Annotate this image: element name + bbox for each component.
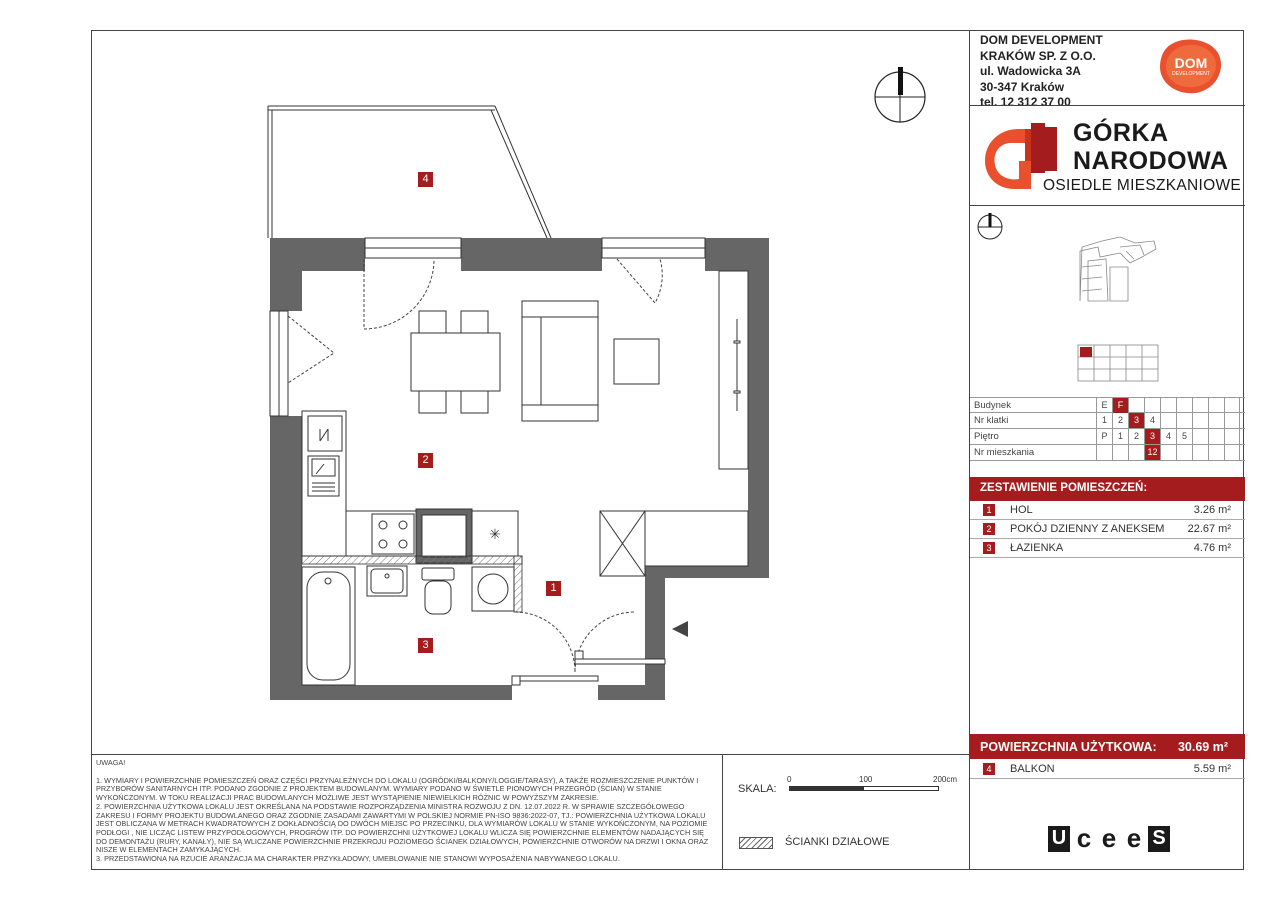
floor-plan-drawing (92, 31, 969, 753)
dom-logo-sub: DEVELOPMENT (1172, 71, 1210, 77)
info-row-staircase (970, 413, 1245, 429)
room-name: ŁAZIENKA (1010, 542, 1064, 554)
info-cell: 5 (1176, 429, 1192, 444)
scale-section (722, 754, 969, 870)
room-label-living: 2 (418, 453, 433, 468)
room-number-badge: 3 (983, 542, 995, 554)
room-area: 22.67 m² (1187, 523, 1231, 535)
info-cell: 4 (1144, 413, 1160, 428)
company-address (980, 33, 1103, 111)
info-cell-selected: 3 (1144, 429, 1160, 444)
dom-development-logo (1156, 37, 1226, 95)
company-line: ul. Wadowicka 3A (980, 64, 1081, 78)
info-cell (1208, 413, 1224, 428)
note-1: 1. WYMIARY I POWIERZCHNIE POMIESZCZEŃ ORAZ CZĘŚCI PRZYNALEŻNYCH DO LOKALU (OGRÓDKI/BALKONY/LOGGIE/TARASY), A TAKŻE ROZMIESZCZENIE PUNKTÓW I PRZYBORÓW SANITARNYCH ITP. PODANO ZGODNIE Z PROJEKTEM BUDOWLANYM. WYMIARY PODANO W ŚWIETLE PIONOWYCH PRZEGRÓD (ŚCIAN) W STANIE WYKOŃCZONYM. W TOKU REALIZACJI PRAC BUDOWLANYCH MOŻLIWE JEST WYSTĄPIENIE NIEWIELKICH RÓŻNIC W POWYŻSZYM ZAKRESIE. (96, 775, 699, 803)
info-cell: P (1096, 429, 1112, 444)
partition-legend-swatch (739, 837, 773, 849)
info-cell (1096, 445, 1112, 460)
room-number-badge: 1 (983, 504, 995, 516)
notes-title: UWAGA! (96, 758, 126, 767)
info-cell (1192, 398, 1208, 413)
company-line: KRAKÓW SP. Z O.O. (980, 48, 1096, 63)
balcony (268, 106, 551, 238)
company-line: tel. 12 312 37 00 (980, 95, 1071, 109)
info-cell-selected: 12 (1144, 445, 1160, 460)
project-title-line2: NARODOWA (1073, 147, 1229, 175)
info-cell (1176, 445, 1192, 460)
ucees-letter: e (1101, 823, 1117, 853)
info-cell (1224, 445, 1240, 460)
room-area: 4.76 m² (1193, 542, 1231, 554)
info-cell: 1 (1096, 413, 1112, 428)
svg-text:✳: ✳ (489, 527, 501, 543)
ucees-logo (1048, 823, 1170, 853)
info-cell (1208, 445, 1224, 460)
company-line: DOM DEVELOPMENT (980, 33, 1103, 47)
project-title (1073, 119, 1228, 175)
info-cell: 2 (1112, 413, 1128, 428)
room-name: HOL (1010, 504, 1033, 516)
info-cell (1160, 398, 1176, 413)
info-label: Piętro (974, 431, 999, 442)
info-cell (1160, 445, 1176, 460)
info-panel (969, 31, 1244, 870)
ucees-letter: c (1076, 823, 1092, 853)
info-cell (1224, 398, 1240, 413)
info-cell (1112, 445, 1128, 460)
info-cell: E (1096, 398, 1112, 413)
room-name: BALKON (1010, 763, 1055, 775)
wardrobe (719, 271, 748, 469)
ucees-letter: U (1048, 826, 1070, 852)
info-cell-selected: 3 (1128, 413, 1144, 428)
info-cell: 2 (1128, 429, 1144, 444)
scale-tick-100: 100 (859, 775, 873, 784)
info-cell (1192, 413, 1208, 428)
rooms-header: ZESTAWIENIE POMIESZCZEŃ: (970, 477, 1245, 501)
apartment-info-grid (970, 397, 1245, 461)
mini-compass-icon (978, 213, 1002, 239)
info-cell (1176, 398, 1192, 413)
info-cell (1192, 445, 1208, 460)
info-cell (1160, 413, 1176, 428)
entrance-arrow-icon (672, 621, 688, 637)
info-cell (1208, 429, 1224, 444)
info-cell: 1 (1112, 429, 1128, 444)
project-subtitle: OSIEDLE MIESZKANIOWE (1043, 177, 1242, 194)
room-label-balcony: 4 (418, 172, 433, 187)
info-cell (1144, 398, 1160, 413)
room-area: 3.26 m² (1193, 504, 1231, 516)
info-cell (1128, 398, 1144, 413)
info-label: Nr klatki (974, 415, 1009, 426)
total-value: 30.69 m² (1177, 740, 1228, 754)
dom-logo-text: DOM (1174, 55, 1208, 71)
partition-wall (302, 556, 522, 564)
info-cell (1224, 413, 1240, 428)
usable-area-total (970, 734, 1245, 759)
room-row (970, 520, 1245, 539)
compass-icon (875, 67, 925, 122)
room-area: 5.59 m² (1193, 763, 1231, 775)
info-cell (1224, 429, 1240, 444)
notes-section (92, 754, 722, 870)
project-title-line1: GÓRKA (1073, 119, 1169, 147)
ucees-letter: S (1148, 826, 1170, 852)
scale-tick-200: 200cm (933, 775, 958, 784)
company-line: 30-347 Kraków (980, 79, 1065, 94)
info-cell (1176, 413, 1192, 428)
info-cell (1208, 398, 1224, 413)
room-row (970, 501, 1245, 520)
total-label: POWIERZCHNIA UŻYTKOWA: (980, 740, 1157, 754)
info-label: Budynek (974, 400, 1011, 411)
info-cell: 4 (1160, 429, 1176, 444)
location-map (970, 207, 1245, 387)
scale-label: SKALA: (738, 783, 777, 795)
info-cell (1128, 445, 1144, 460)
info-cell-selected: F (1112, 398, 1128, 413)
hall-wardrobe (600, 511, 748, 576)
floor-plan (92, 31, 969, 753)
notes (96, 759, 716, 864)
balcony-row (970, 760, 1245, 779)
room-number-badge: 2 (983, 523, 995, 535)
room-number-badge: 4 (983, 763, 995, 775)
room-label-hall: 1 (546, 581, 561, 596)
note-2: 2. POWIERZCHNIA UŻYTKOWA LOKALU JEST OKREŚLANA NA PODSTAWIE ROZPORZĄDZENIA MINISTRA ROZWOJU Z DN. 12.07.2022 R. W SPRAWIE SZCZEGÓŁOWEGO ZAKRESU I FORMY PROJEKTU BUDOWLANEGO ORAZ ZGODNIE ZASADAMI ZAWARTYMI W POLSKIEJ NORMIE PN-ISO 9836:2022-07, TJ.: POWIERZCHNIA UŻYTKOWA LOKALU JEST OBLICZANA W METRACH KWADRATOWYCH Z DOKŁADNOŚCIĄ DO DWÓCH MIEJSC PO PRZECINKU, DLA WYMIARÓW LOKALU W STANIE WYKOŃCZONYM, NA POZIOMIE PODŁOGI , NIE LICZĄC LISTEW PRZYPODŁOGOWYCH, PROGRÓW ITP. DO POWIERZCHNI UŻYTKOWEJ LOKALU WLICZA SIĘ POWIERZCHNIE ELEMENTÓW NADAJĄCYCH SIĘ DO DEMONTAŻU (RURY, KANAŁY), NIE SĄ WLICZANE POWIERZCHNIE PRZEKROJU POZIOMEGO ŚCIANEK DZIAŁOWYCH, POWIERZCHNIE OTWORÓW NA DRZWI I OKNA ORAZ NISZE W ELEMENTACH ZAMYKAJĄCYCH. (96, 801, 709, 855)
note-3: 3. PRZEDSTAWIONA NA RZUCIE ARANŻACJA MA CHARAKTER PRZYKŁADOWY, UMEBLOWANIE NIE STANOWI WYPOSAŻENIA NABYWANEGO LOKALU. (96, 854, 620, 864)
info-cell (1192, 429, 1208, 444)
info-row-building (970, 397, 1245, 413)
info-row-floor (970, 429, 1245, 445)
room-row (970, 539, 1245, 558)
info-label: Nr mieszkania (974, 447, 1035, 458)
scale-bar (789, 786, 939, 791)
room-label-bathroom: 3 (418, 638, 433, 653)
sofa (522, 301, 598, 421)
room-name: POKÓJ DZIENNY Z ANEKSEM (1010, 523, 1165, 535)
coffee-table (614, 339, 659, 384)
partition-legend-label: ŚCIANKI DZIAŁOWE (785, 836, 890, 848)
ucees-letter: e (1126, 823, 1142, 853)
info-row-apartment-number (970, 445, 1245, 461)
scale-tick-0: 0 (787, 775, 792, 784)
